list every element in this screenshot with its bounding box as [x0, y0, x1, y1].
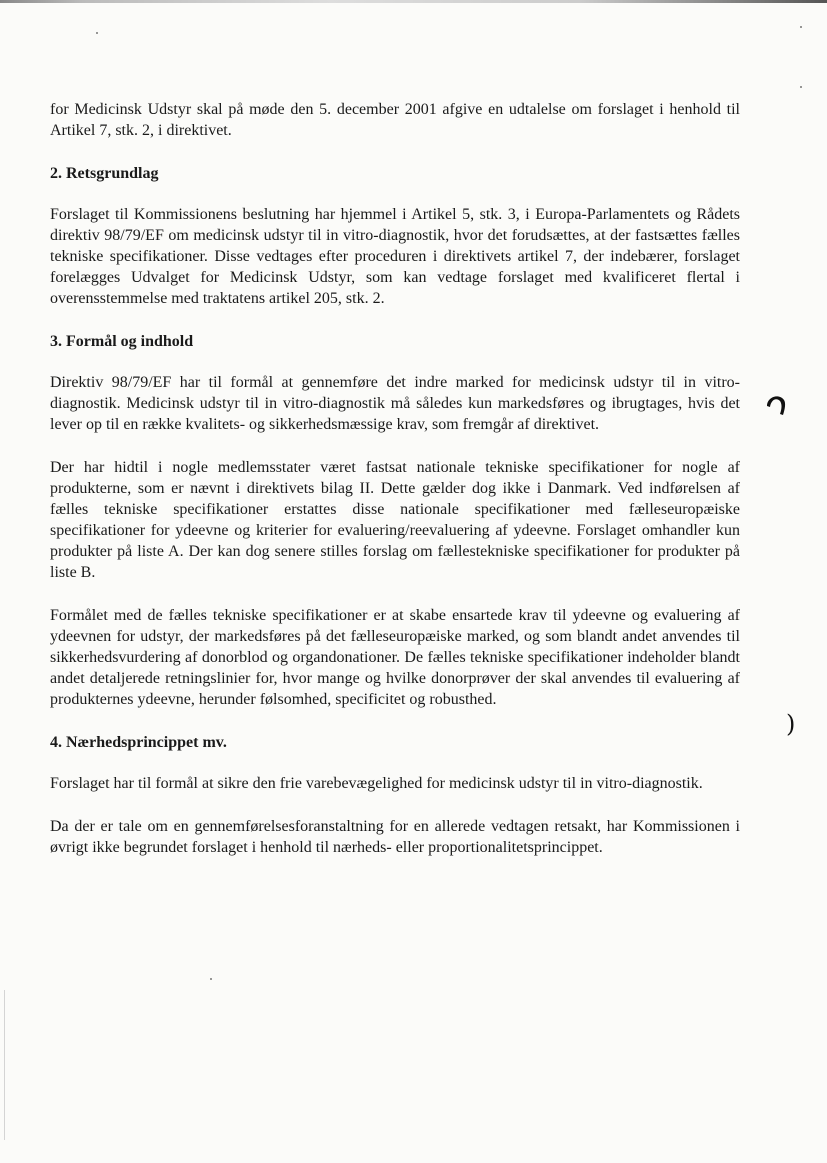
scan-artifact-paren-icon: ) — [786, 710, 796, 738]
section-heading-retsgrundlag: 2. Retsgrundlag — [50, 165, 159, 182]
scan-edge-top — [0, 0, 827, 3]
punch-hole-mark-icon — [764, 392, 788, 418]
scan-speck — [96, 32, 98, 34]
paragraph-naerhed-1: Forslaget har til formål at sikre den frie varebevægelighed for medicinsk udstyr til in vitro-diagnostik. — [50, 775, 703, 792]
paragraph-formaal-1: Direktiv 98/79/EF har til formål at gennemføre det indre marked for medicinsk udstyr til in vitro-diagnostik. Medicinsk udstyr til in vitro-diagnostik må således kun markedsføres og ibrugtages, hvis det lever op til en række kvalitets- og sikkerhedsmæssige krav, som fremgår af direktivet. — [50, 374, 740, 433]
scan-speck — [210, 978, 212, 980]
scan-speck — [800, 86, 802, 88]
paragraph-formaal-3: Formålet med de fælles tekniske specifikationer er at skabe ensartede krav til ydeevne og evaluering af ydeevnen for udstyr, der markedsføres på det fælleseuropæiske marked, og som blandt andet anvendes til sikkerhedsvurdering af donorblod og organdonationer. De fælles tekniske specifikationer indeholder blandt andet detaljerede retningslinier for, hvor mange og hvilke donorprøver der skal anvendes til evaluering af produkternes ydeevne, herunder følsomhed, specificitet og robusthed. — [50, 607, 740, 708]
intro-paragraph: for Medicinsk Udstyr skal på møde den 5. december 2001 afgive en udtalelse om forslaget i henhold til Artikel 7, stk. 2, i direktivet. — [50, 101, 740, 139]
paragraph-formaal-2: Der har hidtil i nogle medlemsstater været fastsat nationale tekniske specifikationer for nogle af produkterne, som er nævnt i direktivets bilag II. Dette gælder dog ikke i Danmark. Ved indførelsen af fælles tekniske specifikationer erstattes disse nationale specifikationer med fælleseuropæiske specifikationer for ydeevne og kriterier for evaluering/reevaluering af ydeevne. Forslaget omhandler kun produkter på liste A. Der kan dog senere stilles forslag om fællestekniske specifikationer for produkter på liste B. — [50, 459, 740, 581]
scan-speck — [800, 26, 802, 28]
paragraph-naerhed-2: Da der er tale om en gennemførelsesforanstaltning for en allerede vedtagen retsakt, har Kommissionen i øvrigt ikke begrundet forslaget i henhold til nærheds- eller proportionalitetsprincippet. — [50, 818, 740, 856]
section-heading-formaal: 3. Formål og indhold — [50, 333, 194, 350]
document-body — [50, 99, 740, 858]
section-heading-naerhed: 4. Nærhedsprincippet mv. — [50, 734, 227, 751]
scan-edge-left — [4, 990, 5, 1140]
paragraph-retsgrundlag: Forslaget til Kommissionens beslutning har hjemmel i Artikel 5, stk. 3, i Europa-Parlamentets og Rådets direktiv 98/79/EF om medicinsk udstyr til in vitro-diagnostik, hvor det forudsættes, at der fastsættes fælles tekniske specifikationer. Disse vedtages efter proceduren i direktivets artikel 7, der indebærer, forslaget forelægges Udvalget for Medicinsk Udstyr, som kan vedtage forslaget med kvalificeret flertal i overensstemmelse med traktatens artikel 205, stk. 2. — [50, 206, 740, 307]
